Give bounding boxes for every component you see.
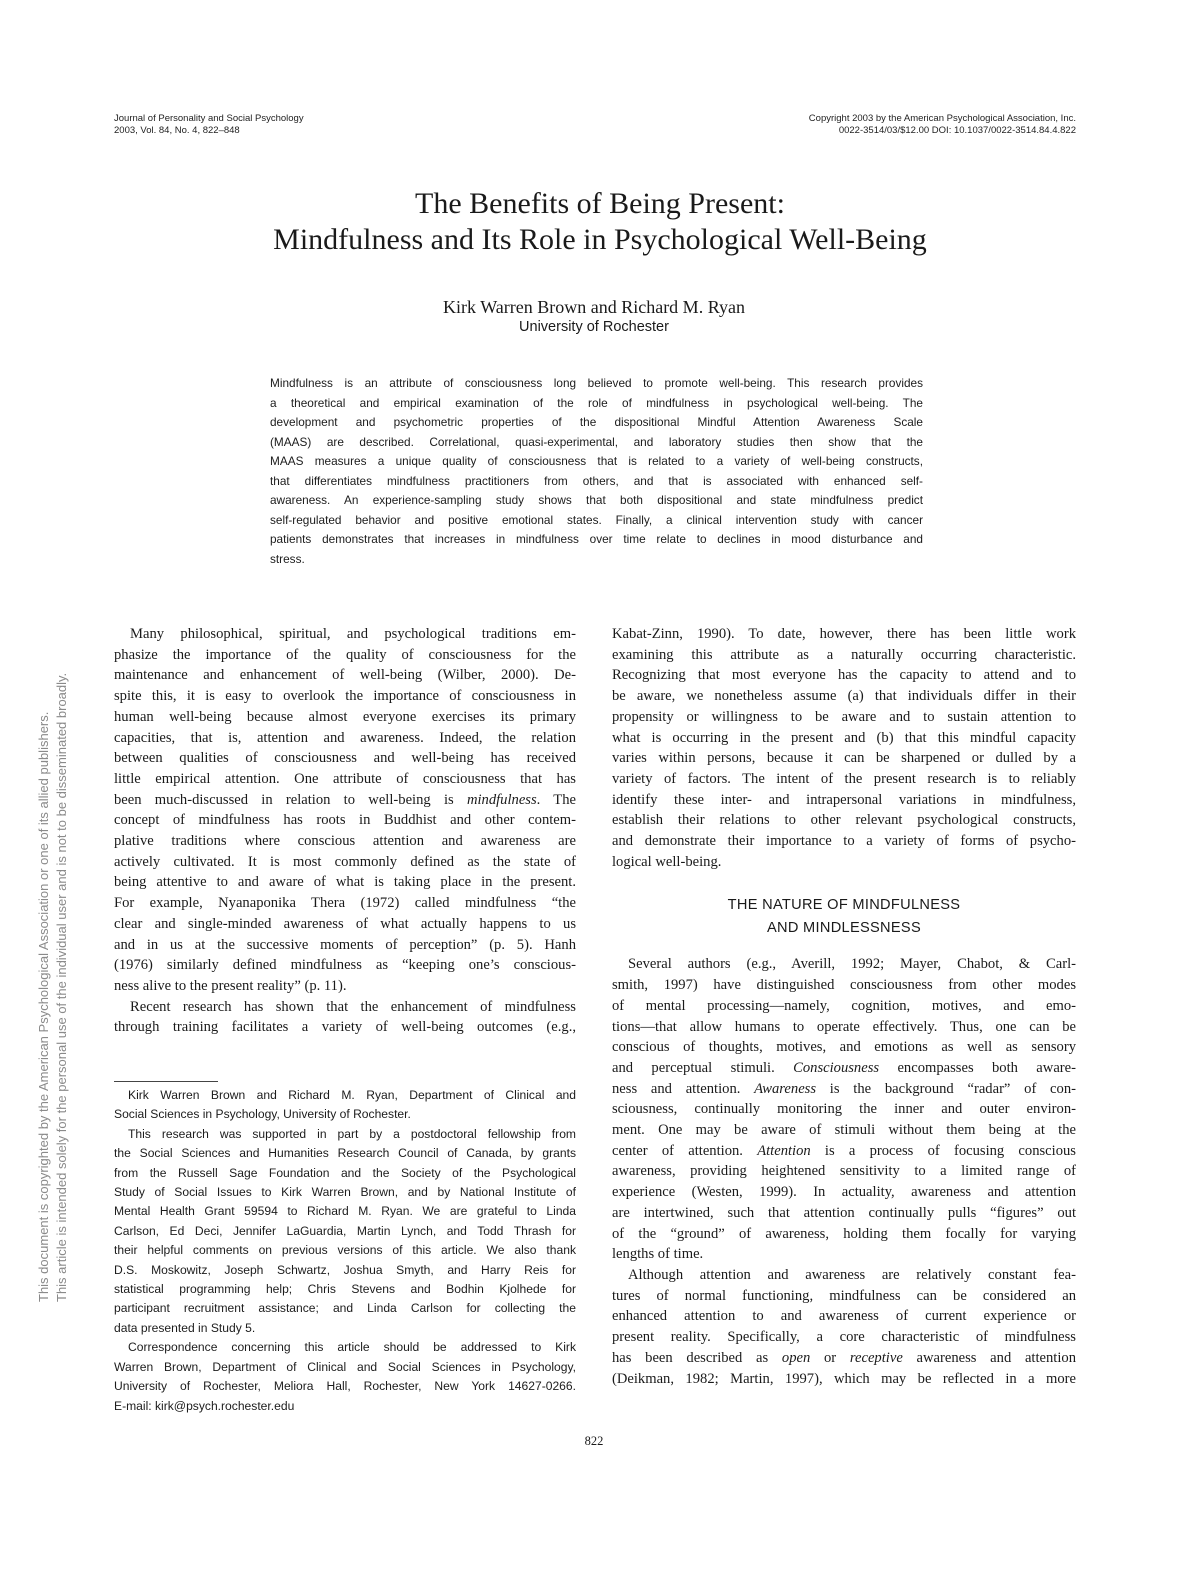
footnote-line: D.S. Moskowitz, Joseph Schwartz, Joshua Smyth, and Harry Reis for [114,1262,576,1277]
body-line: are intertwined, such that attention continually pulls “figures” out [612,1204,1076,1221]
footnotes [114,1086,576,1416]
body-text: encompasses both aware- [879,1059,1076,1076]
footnote-line: Social Sciences in Psychology, University of Rochester. [114,1107,411,1122]
journal-citation [114,113,304,137]
journal-volume: 2003, Vol. 84, No. 4, 822–848 [114,125,240,136]
body-line: enhanced attention to and awareness of current experience or [612,1308,1076,1325]
footnote-line: Correspondence concerning this article should be addressed to Kirk [128,1340,576,1355]
body-line: concept of mindfulness has roots in Buddhist and other contem- [114,812,576,829]
body-line: ness alive to the present reality” (p. 11). [114,977,347,994]
abstract [270,374,923,569]
term-open: open [781,1349,811,1366]
abstract-line: awareness. An experience-sampling study shows that both dispositional and state mindfulness predict [270,493,923,507]
body-line: of mental processing—namely, cognition, motives, and emo- [612,997,1076,1014]
body-line: what is occurring in the present and (b) that this mindful capacity [612,729,1076,746]
body-line: of the “ground” of awareness, holding them focally for varying [612,1225,1076,1242]
body-column-right [612,624,1076,1389]
section-heading-line: THE NATURE OF MINDFULNESS [727,897,961,914]
body-text: ness and attention. [612,1080,755,1097]
body-text: is a process of focusing conscious [810,1142,1076,1159]
term-attention: Attention [757,1142,811,1159]
abstract-line: (MAAS) are described. Correlational, quasi-experimental, and laboratory studies then show that the [270,434,923,449]
term-consciousness: Consciousness [793,1059,880,1076]
body-line: (Deikman, 1982; Martin, 1997), which may be reflected in a more [612,1370,1076,1387]
abstract-line: a theoretical and empirical examination of the role of mindfulness in psychological well-being. The [270,395,923,410]
section-heading-line: AND MINDLESSNESS [766,920,921,937]
footnote-line: Mental Health Grant 59594 to Richard M. Ryan. We are grateful to Linda [114,1204,576,1219]
body-line [612,1079,1076,1100]
footnote-line: Warren Brown, Department of Clinical and Social Sciences in Psychology, [114,1359,576,1374]
footnote-line: from the Russell Sage Foundation and the Society of the Psychological [114,1165,576,1180]
footnote-line: Carlson, Ed Deci, Jennifer LaGuardia, Martin Lynch, and Todd Thrash for [114,1223,576,1238]
abstract-line: Mindfulness is an attribute of consciousness long believed to promote well-being. This research provides [270,376,923,390]
body-line: Kabat-Zinn, 1990). To date, however, there has been little work [612,626,1076,642]
footnote-line: their helpful comments on previous versions of this article. We also thank [114,1243,576,1258]
body-line: tures of normal functioning, mindfulness can be considered an [612,1287,1076,1304]
body-line: establish their relations to other relevant psychological constructs, [612,812,1076,829]
body-line: and in us at the successive moments of perception” (p. 5). Hanh [114,936,576,953]
abstract-line: stress. [270,551,305,566]
copyright-line: Copyright 2003 by the American Psychological Association, Inc. [808,113,1076,124]
body-text: or [810,1349,850,1366]
footnote-line: This research was supported in part by a postdoctoral fellowship from [128,1126,576,1141]
abstract-line: MAAS measures a unique quality of consciousness that is related to a variety of well-being constructs, [270,454,923,468]
body-line: being attentive to and aware of what is taking place in the present. [114,874,576,891]
body-line: through training facilitates a variety of well-being outcomes (e.g., [114,1019,576,1036]
body-line: sciousness, continually monitoring the inner and outer environ- [612,1101,1076,1118]
body-line: lengths of time. [612,1246,704,1263]
body-line: Many philosophical, spiritual, and psychological traditions em- [130,626,576,642]
body-line: smith, 1997) have distinguished consciousness from other modes [612,977,1076,994]
body-line: capacities, that is, attention and awareness. Indeed, the relation [114,729,576,746]
body-text: been much-discussed in relation to well-being is [114,791,467,808]
body-text: and perceptual stimuli. [612,1059,794,1076]
body-line [114,790,576,811]
section-heading [612,894,1076,940]
body-line: Several authors (e.g., Averill, 1992; Mayer, Chabot, & Carl- [628,956,1076,973]
body-line [612,1058,1076,1079]
body-line: between qualities of consciousness and well-being has received [114,750,576,767]
body-line: clear and single-minded awareness of what actually happens to us [114,915,576,932]
footnote-line: statistical programming help; Chris Stevens and Bodhin Kjolhede for [114,1282,576,1297]
footnote-divider [114,1081,218,1082]
body-line: human well-being because almost everyone exercises its primary [114,708,576,725]
contact-email: E-mail: kirk@psych.rochester.edu [114,1398,295,1413]
body-line: examining this attribute as a naturally occurring characteristic. [612,646,1076,663]
body-line: be aware, we nonetheless assume (a) that individuals differ in their [612,688,1076,705]
body-line: spite this, it is easy to overlook the importance of consciousness in [114,688,576,705]
footnote-line: data presented in Study 5. [114,1320,256,1335]
body-line: experience (Westen, 1999). In actuality, awareness and attention [612,1184,1076,1201]
authors: Kirk Warren Brown and Richard M. Ryan [443,297,745,317]
body-line: For example, Nyanaponika Thera (1972) called mindfulness “the [114,895,576,912]
term-mindfulness: mindfulness [466,791,537,808]
title-line-2: Mindfulness and Its Role in Psychological Well-Being [273,223,927,256]
body-line: variety of factors. The intent of the present research is to reliably [612,770,1076,787]
footnote-line: Kirk Warren Brown and Richard M. Ryan, Department of Clinical and [128,1088,576,1102]
article-title [0,186,1200,258]
body-text: . The [536,791,576,808]
body-line: conscious of thoughts, motives, and emotions as well as sensory [612,1039,1076,1056]
body-text: center of attention. [612,1142,758,1159]
body-text: has been described as [612,1349,782,1366]
body-line: and demonstrate their importance to a variety of forms of psycho- [612,833,1076,850]
body-line: propensity or willingness to be aware and to sustain attention to [612,708,1076,725]
title-line-1: The Benefits of Being Present: [415,187,785,220]
body-line [612,1141,1076,1162]
body-line: plative traditions where conscious attention and awareness are [114,833,576,850]
copyright-header [809,113,1076,137]
journal-name: Journal of Personality and Social Psychology [114,113,304,124]
abstract-line: development and psychometric properties of the dispositional Mindful Attention Awareness Scale [270,415,923,429]
body-line: Although attention and awareness are relatively constant fea- [628,1266,1076,1283]
body-line: little empirical attention. One attribute of consciousness that has [114,770,576,787]
affiliation: University of Rochester [519,319,669,335]
abstract-line: patients demonstrates that increases in mindfulness over time relate to declines in mood disturbance and [270,532,923,546]
body-line: ment. One may be aware of stimuli without them being at the [612,1122,1076,1139]
abstract-line: that differentiates mindfulness practitioners from others, and that is associated with enhanced self- [270,473,923,488]
body-line: Recognizing that most everyone has the capacity to attend and to [612,667,1076,684]
body-line: tions—that allow humans to operate effectively. Thus, one can be [612,1018,1076,1035]
copyright-watermark-line-2: This article is intended solely for the personal use of the individual user and is not to be disseminated broadly. [54,672,69,1302]
body-line: present reality. Specifically, a core characteristic of mindfulness [612,1329,1076,1346]
body-text: awareness and attention [902,1349,1077,1366]
footnote-line: the Social Sciences and Humanities Research Council of Canada, by grants [114,1146,576,1161]
doi-line: 0022-3514/03/$12.00 DOI: 10.1037/0022-3514.84.4.822 [838,125,1076,136]
body-line [612,1348,1076,1369]
body-line: actively cultivated. It is most commonly defined as the state of [114,853,576,870]
body-column-left [114,624,576,1038]
body-line: identify these inter- and intrapersonal variations in mindfulness, [612,791,1076,808]
copyright-watermark-line-1: This document is copyrighted by the American Psychological Association or one of its allied publishers. [36,711,51,1302]
abstract-line: self-regulated behavior and positive emotional states. Finally, a clinical intervention study with cancer [270,512,923,527]
footnote-line: University of Rochester, Meliora Hall, Rochester, New York 14627-0266. [114,1379,576,1394]
body-line: maintenance and enhancement of well-being (Wilber, 2000). De- [114,667,576,684]
footnote-line: participant recruitment assistance; and Linda Carlson for collecting the [114,1301,576,1316]
term-awareness: Awareness [754,1080,817,1097]
footnote-line: Study of Social Issues to Kirk Warren Brown, and by National Institute of [114,1185,576,1200]
body-line: logical well-being. [612,853,722,870]
body-line: awareness, providing heightened sensitivity to a limited range of [612,1163,1076,1180]
term-receptive: receptive [849,1349,903,1366]
body-line: (1976) similarly defined mindfulness as “keeping one’s conscious- [114,957,576,974]
body-line: Recent research has shown that the enhancement of mindfulness [130,998,576,1015]
body-text: is the background “radar” of con- [816,1080,1076,1097]
body-line: varies within persons, because it can be sharpened or dulled by a [612,750,1076,767]
body-line: phasize the importance of the quality of consciousness for the [114,646,576,663]
page-number: 822 [584,1434,604,1448]
